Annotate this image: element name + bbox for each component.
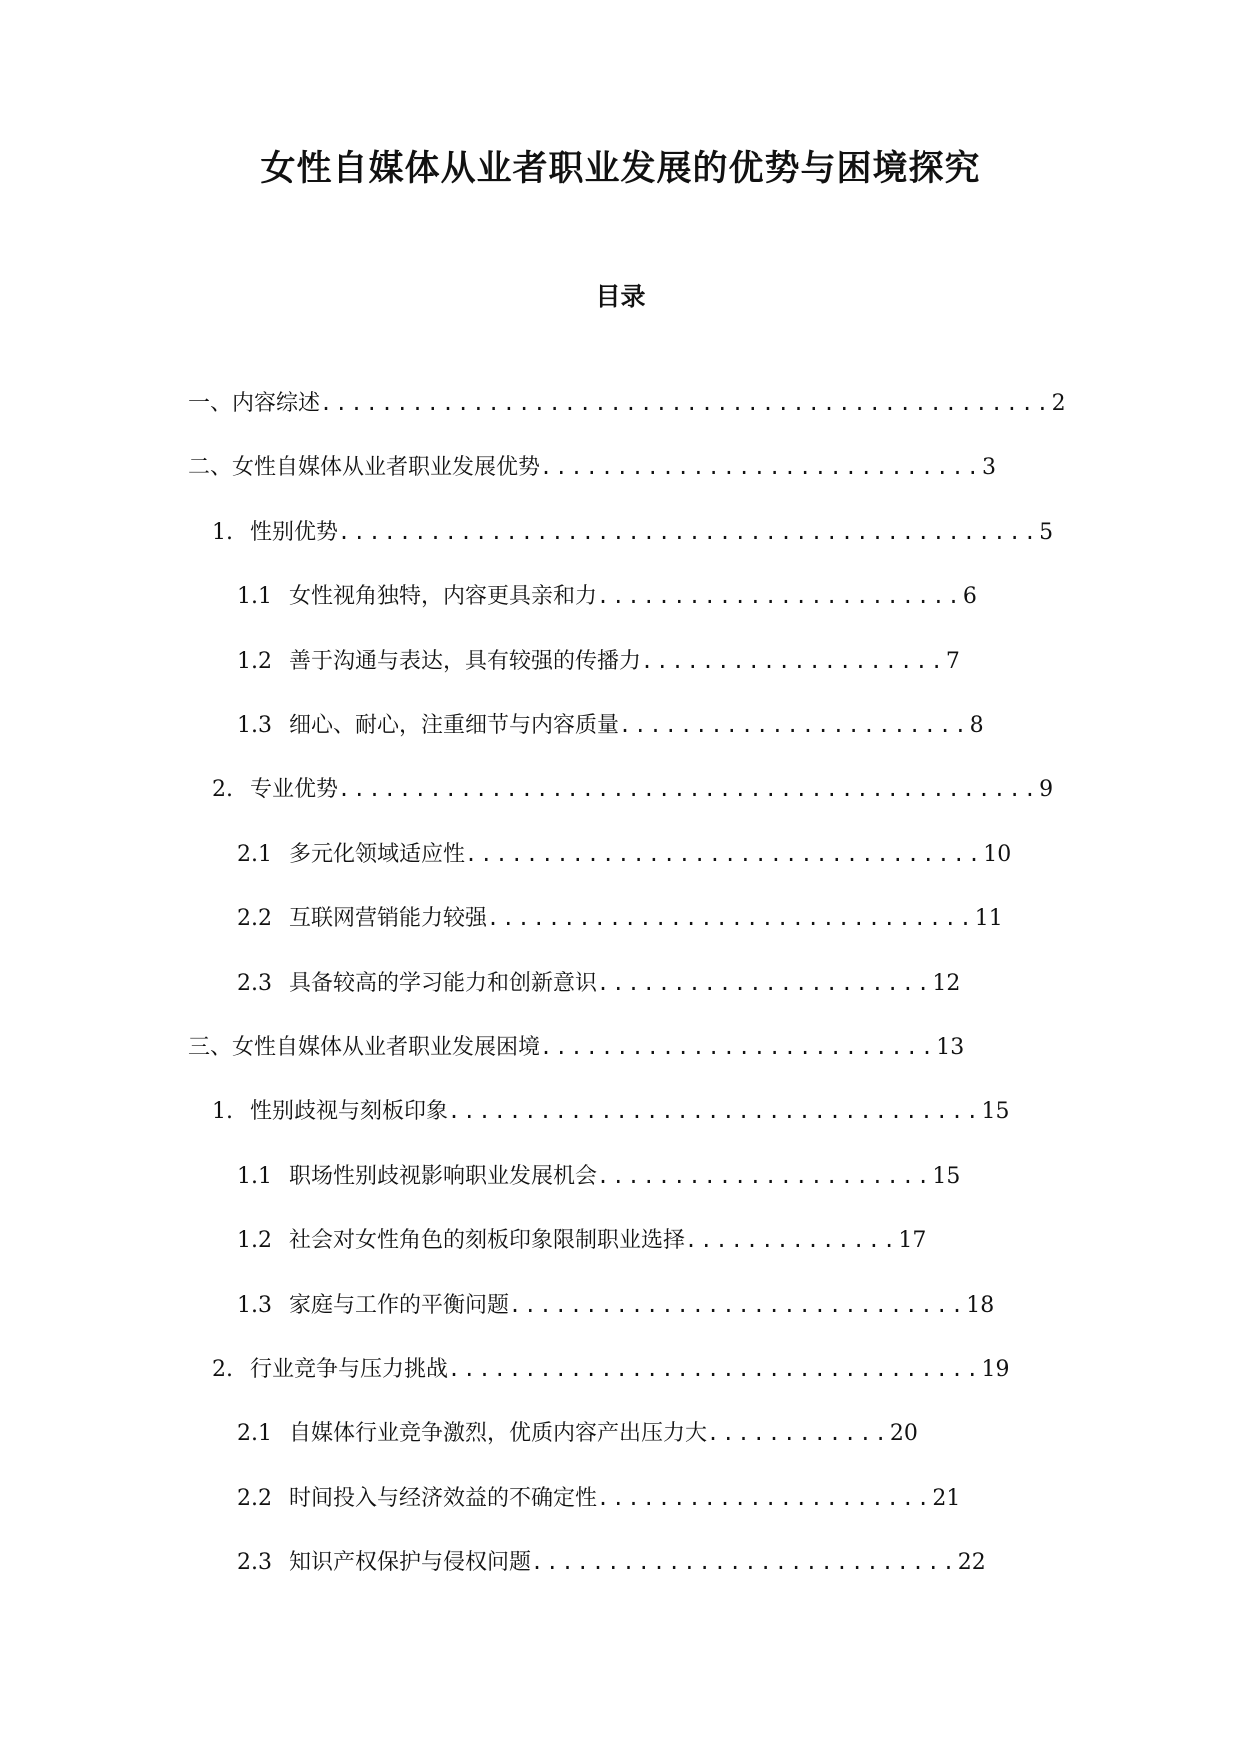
toc-dot-leader: ................................... xyxy=(448,1357,982,1381)
toc-entry-title: 多元化领域适应性 xyxy=(289,842,466,867)
toc-dot-leader: .................... xyxy=(641,649,946,673)
toc-entry[interactable] xyxy=(237,646,960,676)
toc-entry[interactable] xyxy=(237,1225,926,1255)
toc-entry-title: 专业优势 xyxy=(250,777,339,802)
toc-entry[interactable] xyxy=(237,1161,960,1191)
toc-page-number: 17 xyxy=(898,1228,927,1253)
toc-page-number: 3 xyxy=(982,455,997,480)
toc-entry[interactable] xyxy=(237,1547,986,1577)
toc-entry-title: 行业竞争与压力挑战 xyxy=(250,1357,449,1382)
toc-entry-number: 1. xyxy=(212,1099,233,1124)
toc-entry[interactable] xyxy=(237,1418,918,1448)
toc-page-number: 21 xyxy=(932,1486,961,1511)
toc-entry-number: 1.2 xyxy=(237,649,272,674)
toc-entry-number: 2.1 xyxy=(237,842,272,867)
toc-entry-title: 社会对女性角色的刻板印象限制职业选择 xyxy=(289,1228,686,1253)
toc-dot-leader: ...................... xyxy=(597,971,933,995)
toc-entry[interactable] xyxy=(188,1032,964,1062)
toc-entry-number: 2. xyxy=(212,777,233,802)
toc-dot-leader: .............................................. xyxy=(338,777,1040,801)
toc-entry-title: 二、女性自媒体从业者职业发展优势 xyxy=(188,455,541,480)
toc-entry-number: 1.1 xyxy=(237,584,272,609)
toc-page-number: 18 xyxy=(966,1293,995,1318)
toc-page-number: 5 xyxy=(1039,520,1054,545)
toc-entry-title: 细心、耐心，注重细节与内容质量 xyxy=(289,713,620,738)
toc-entry-title: 三、女性自媒体从业者职业发展困境 xyxy=(188,1035,541,1060)
toc-entry-number: 2.3 xyxy=(237,971,272,996)
toc-dot-leader: .............. xyxy=(685,1228,899,1252)
toc-entry-number: 1.2 xyxy=(237,1228,272,1253)
toc-dot-leader: .......................... xyxy=(540,1035,937,1059)
toc-dot-leader: ............ xyxy=(707,1421,890,1445)
toc-dot-leader: ....................... xyxy=(619,713,970,737)
toc-page-number: 12 xyxy=(932,971,961,996)
toc-entry[interactable] xyxy=(212,774,1053,804)
toc-entry-title: 职场性别歧视影响职业发展机会 xyxy=(289,1164,598,1189)
toc-entry-number: 2.3 xyxy=(237,1550,272,1575)
toc-page-number: 22 xyxy=(957,1550,986,1575)
toc-page-number: 20 xyxy=(889,1421,918,1446)
toc-entry-title: 互联网营销能力较强 xyxy=(289,906,488,931)
toc-dot-leader: ........................ xyxy=(597,584,963,608)
toc-dot-leader: ............................. xyxy=(540,455,983,479)
toc-page-number: 2 xyxy=(1051,391,1066,416)
toc-page-number: 13 xyxy=(936,1035,965,1060)
toc-dot-leader: ................................................ xyxy=(320,391,1052,415)
toc-entry[interactable] xyxy=(237,839,1011,869)
toc-entry[interactable] xyxy=(212,1096,1009,1126)
document-title: 女性自媒体从业者职业发展的优势与困境探究 xyxy=(260,148,981,189)
toc-dot-leader: ................................... xyxy=(448,1099,982,1123)
toc-entry[interactable] xyxy=(237,1483,960,1513)
toc-entry[interactable] xyxy=(188,452,996,482)
toc-entry-title: 时间投入与经济效益的不确定性 xyxy=(289,1486,598,1511)
toc-entry-number: 2.2 xyxy=(237,1486,272,1511)
toc-entry-title: 自媒体行业竞争激烈，优质内容产出压力大 xyxy=(289,1421,708,1446)
toc-entry[interactable] xyxy=(212,517,1053,547)
toc-page-number: 8 xyxy=(969,713,984,738)
toc-dot-leader: ...................... xyxy=(597,1486,933,1510)
toc-entry-number: 1.3 xyxy=(237,1293,272,1318)
toc-page-number: 15 xyxy=(981,1099,1010,1124)
toc-entry-number: 2. xyxy=(212,1357,233,1382)
toc-entry[interactable] xyxy=(188,388,1066,418)
toc-heading: 目录 xyxy=(595,282,646,311)
toc-entry[interactable] xyxy=(237,1290,994,1320)
toc-entry-number: 1. xyxy=(212,520,233,545)
toc-entry-title: 知识产权保护与侵权问题 xyxy=(289,1550,532,1575)
toc-page-number: 19 xyxy=(981,1357,1010,1382)
toc-entry-number: 1.3 xyxy=(237,713,272,738)
toc-entry-number: 2.1 xyxy=(237,1421,272,1446)
toc-entry-title: 家庭与工作的平衡问题 xyxy=(289,1293,510,1318)
toc-dot-leader: .............................................. xyxy=(338,520,1040,544)
toc-entry[interactable] xyxy=(212,1354,1009,1384)
toc-page-number: 9 xyxy=(1039,777,1054,802)
toc-page-number: 15 xyxy=(932,1164,961,1189)
toc-page-number: 10 xyxy=(983,842,1012,867)
toc-page-number: 7 xyxy=(945,649,960,674)
toc-entry[interactable] xyxy=(237,968,960,998)
toc-dot-leader: .................................. xyxy=(465,842,984,866)
toc-dot-leader: .............................. xyxy=(509,1293,967,1317)
toc-entry-number: 1.1 xyxy=(237,1164,272,1189)
toc-entry-title: 女性视角独特，内容更具亲和力 xyxy=(289,584,598,609)
toc-dot-leader: ............................ xyxy=(531,1550,958,1574)
toc-entry[interactable] xyxy=(237,581,977,611)
toc-entry-number: 2.2 xyxy=(237,906,272,931)
toc-page-number: 11 xyxy=(974,906,1003,931)
toc-entry[interactable] xyxy=(237,903,1003,933)
toc-dot-leader: ...................... xyxy=(597,1164,933,1188)
toc-entry-title: 性别歧视与刻板印象 xyxy=(250,1099,449,1124)
toc-entry-title: 一、内容综述 xyxy=(188,391,321,416)
toc-entry-title: 性别优势 xyxy=(250,520,339,545)
toc-page-number: 6 xyxy=(962,584,977,609)
toc-entry[interactable] xyxy=(237,710,984,740)
toc-dot-leader: ................................ xyxy=(487,906,975,930)
toc-entry-title: 善于沟通与表达，具有较强的传播力 xyxy=(289,649,642,674)
toc-entry-title: 具备较高的学习能力和创新意识 xyxy=(289,971,598,996)
